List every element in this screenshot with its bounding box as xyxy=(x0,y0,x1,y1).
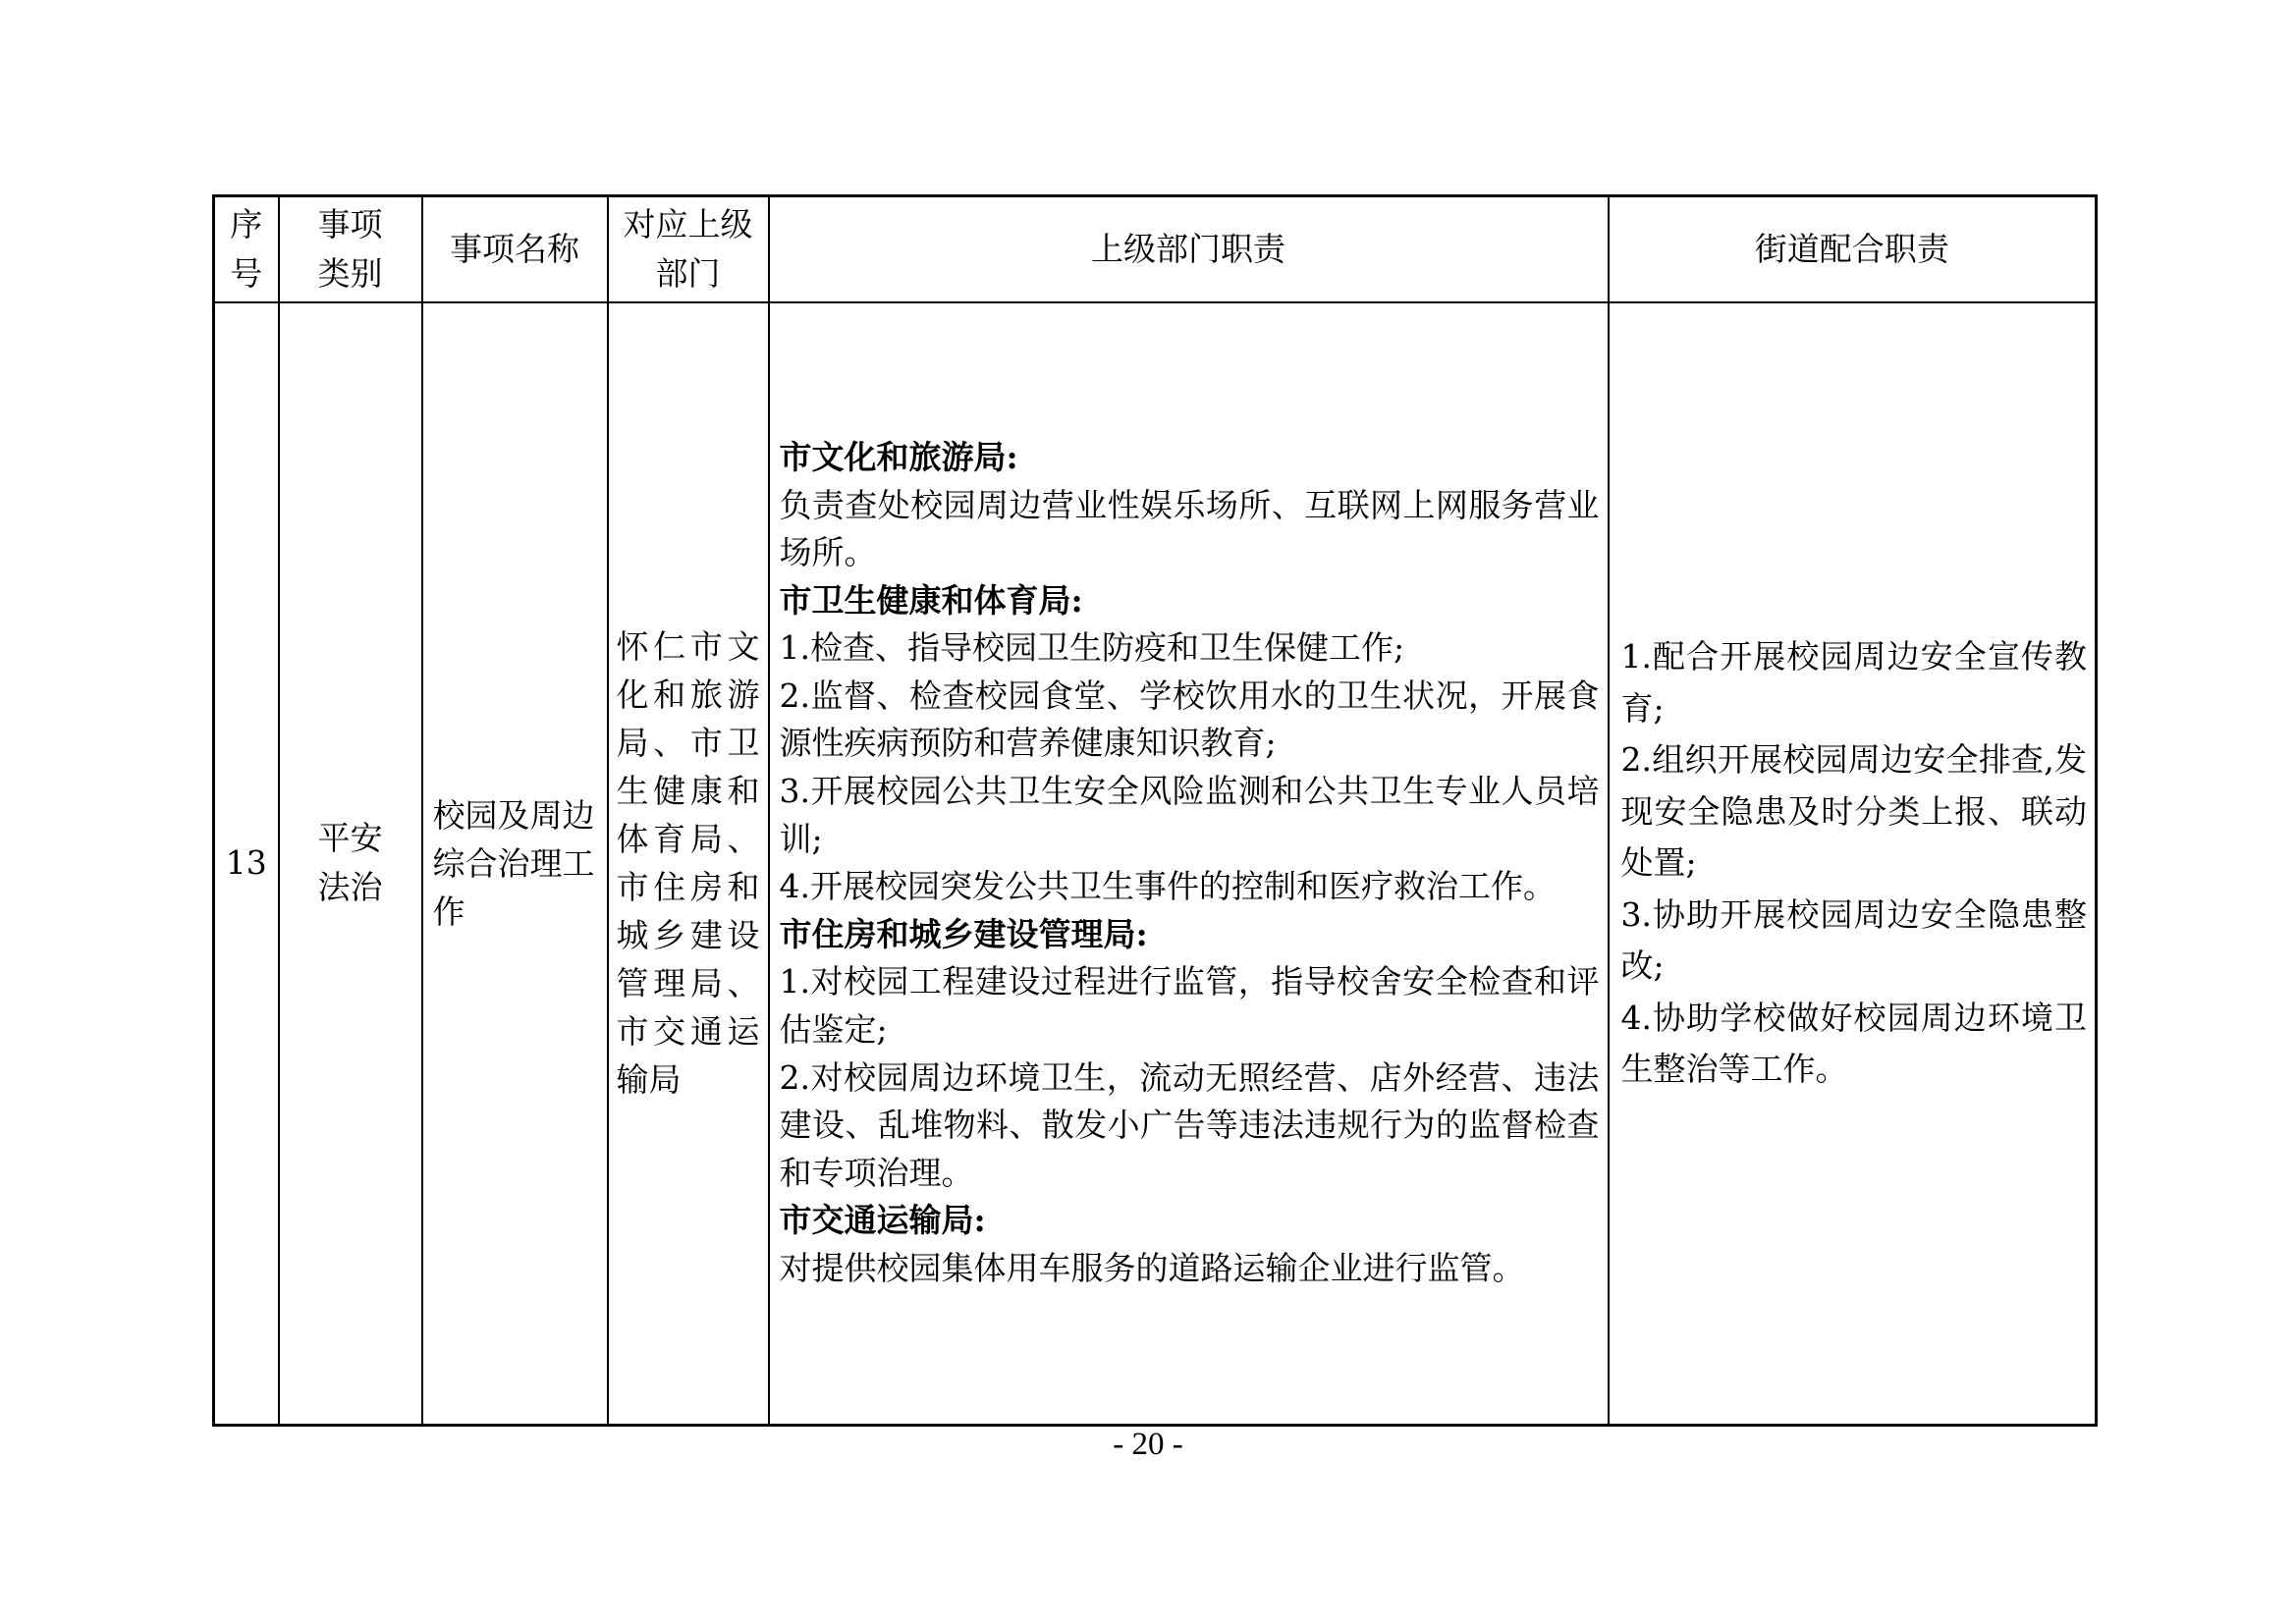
header-seq: 序 号 xyxy=(214,196,279,302)
duty-line: 4.开展校园突发公共卫生事件的控制和医疗救治工作。 xyxy=(779,867,1556,906)
header-row xyxy=(214,196,2097,302)
cell-seq: 13 xyxy=(214,302,279,1426)
duty-line: 3.开展校园公共卫生安全风险监测和公共卫生专业人员培训; xyxy=(779,772,1600,858)
header-item-name: 事项名称 xyxy=(422,196,608,302)
duty-line: 1.对校园工程建设过程进行监管，指导校舍安全检查和评估鉴定; xyxy=(779,962,1600,1050)
table-row xyxy=(214,302,2097,1426)
duty-group-housing-construction xyxy=(780,911,1600,1198)
header-street-duties: 街道配合职责 xyxy=(1609,196,2097,302)
street-duty-line: 1.配合开展校园周边安全宣传教育; xyxy=(1620,637,2087,728)
street-duty-line: 4.协助学校做好校园周边环境卫生整治等工作。 xyxy=(1620,998,2087,1088)
duty-group-title: 市文化和旅游局: xyxy=(779,437,1018,476)
header-category: 事项 类别 xyxy=(279,196,422,302)
street-duty-line: 3.协助开展校园周边安全隐患整改; xyxy=(1620,894,2087,985)
header-superior-duties: 上级部门职责 xyxy=(769,196,1609,302)
duty-group-title: 市交通运输局: xyxy=(779,1201,986,1240)
duty-line: 负责查处校园周边营业性娱乐场所、互联网上网服务营业场所。 xyxy=(779,485,1600,572)
duty-group-transport xyxy=(780,1197,1600,1292)
duty-group-culture-tourism xyxy=(780,434,1600,577)
cell-category: 平安 法治 xyxy=(279,302,422,1426)
duty-group-title: 市卫生健康和体育局: xyxy=(779,580,1083,620)
street-duty-line: 2.组织开展校园周边安全排查,发现安全隐患及时分类上报、联动处置; xyxy=(1620,740,2087,882)
duty-line: 2.监督、检查校园食堂、学校饮用水的卫生状况，开展食源性疾病预防和营养健康知识教育; xyxy=(779,676,1600,763)
responsibility-table xyxy=(212,194,2098,1427)
duty-line: 对提供校园集体用车服务的道路运输企业进行监管。 xyxy=(779,1249,1525,1287)
header-superior-dept: 对应上级 部门 xyxy=(608,196,769,302)
cell-superior-duties xyxy=(769,302,1609,1426)
duty-line: 1.检查、指导校园卫生防疫和卫生保健工作; xyxy=(779,628,1405,668)
page-number: - 20 - xyxy=(1113,1427,1183,1462)
cell-street-duties xyxy=(1609,302,2097,1426)
cell-item-name: 校园及周边综合治理工作 xyxy=(422,302,608,1426)
cell-superior-dept: 怀仁市文化和旅游局、市卫生健康和体育局、市住房和城乡建设管理局、市交通运输局 xyxy=(608,302,769,1426)
duty-group-health-sports xyxy=(780,577,1600,911)
duty-line: 2.对校园周边环境卫生，流动无照经营、店外经营、违法建设、乱堆物料、散发小广告等违法违规行为的监督检查和专项治理。 xyxy=(779,1057,1600,1192)
duty-group-title: 市住房和城乡建设管理局: xyxy=(779,914,1148,953)
